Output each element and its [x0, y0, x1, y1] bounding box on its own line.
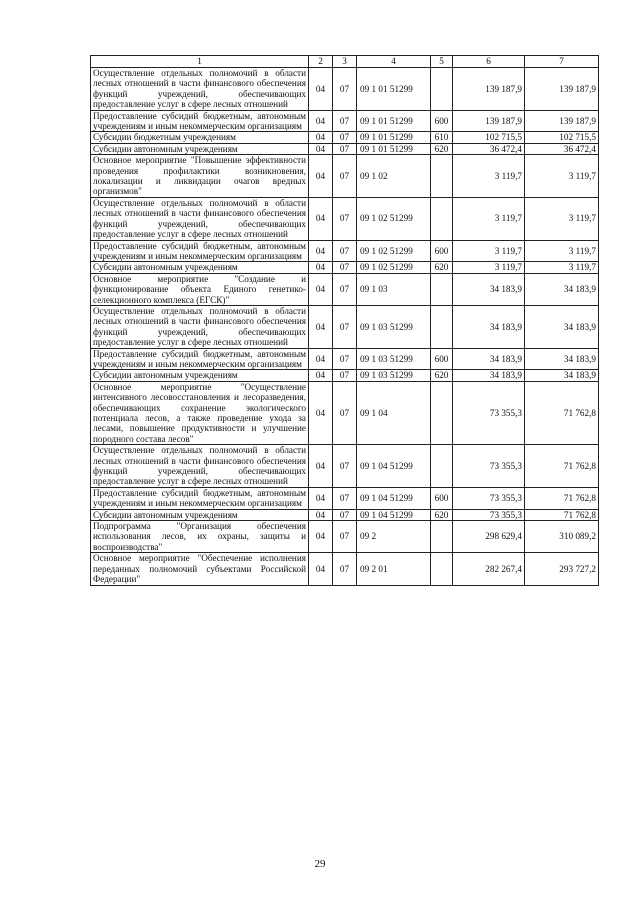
cell-subsection: 07 — [333, 273, 357, 305]
table-row — [91, 370, 599, 381]
cell-target-article: 09 1 04 51299 — [357, 509, 431, 520]
table-row — [91, 521, 599, 553]
cell-target-article: 09 2 01 — [357, 553, 431, 585]
cell-amount-year-1: 102 715,5 — [453, 132, 525, 143]
cell-expense-type: 620 — [431, 262, 453, 273]
table-row — [91, 305, 599, 348]
cell-section: 04 — [309, 305, 333, 348]
table-row — [91, 509, 599, 520]
cell-amount-year-2: 293 727,2 — [525, 553, 599, 585]
cell-subsection: 07 — [333, 553, 357, 585]
cell-name: Осуществление отдельных полномочий в области лесных отношений в части финансового обеспечения функций учреждений, обеспечивающих предоставление услуг в сфере лесных отношений — [91, 445, 309, 488]
cell-target-article: 09 1 01 51299 — [357, 68, 431, 111]
cell-amount-year-1: 73 355,3 — [453, 381, 525, 444]
cell-name: Субсидии автономным учреждениям — [91, 509, 309, 520]
header-cell: 5 — [431, 56, 453, 68]
cell-amount-year-2: 34 183,9 — [525, 305, 599, 348]
cell-amount-year-2: 34 183,9 — [525, 348, 599, 370]
cell-section: 04 — [309, 197, 333, 240]
cell-amount-year-1: 34 183,9 — [453, 348, 525, 370]
cell-target-article: 09 1 04 51299 — [357, 487, 431, 509]
cell-amount-year-1: 36 472,4 — [453, 143, 525, 154]
table-row — [91, 110, 599, 132]
cell-section: 04 — [309, 68, 333, 111]
table-row — [91, 240, 599, 262]
cell-amount-year-1: 3 119,7 — [453, 197, 525, 240]
cell-section: 04 — [309, 273, 333, 305]
cell-subsection: 07 — [333, 132, 357, 143]
table-row — [91, 348, 599, 370]
cell-subsection: 07 — [333, 487, 357, 509]
cell-expense-type — [431, 305, 453, 348]
cell-expense-type — [431, 155, 453, 198]
cell-name: Предоставление субсидий бюджетным, автономным учреждениям и иным некоммерческим организациям — [91, 110, 309, 132]
cell-expense-type — [431, 553, 453, 585]
cell-section: 04 — [309, 381, 333, 444]
cell-subsection: 07 — [333, 143, 357, 154]
budget-table — [90, 55, 599, 586]
cell-target-article: 09 1 03 51299 — [357, 370, 431, 381]
cell-subsection: 07 — [333, 348, 357, 370]
cell-amount-year-1: 139 187,9 — [453, 68, 525, 111]
cell-section: 04 — [309, 110, 333, 132]
cell-target-article: 09 1 03 — [357, 273, 431, 305]
cell-amount-year-1: 34 183,9 — [453, 273, 525, 305]
cell-section: 04 — [309, 155, 333, 198]
cell-expense-type — [431, 381, 453, 444]
cell-name: Осуществление отдельных полномочий в области лесных отношений в части финансового обеспечения функций учреждений, обеспечивающих предоставление услуг в сфере лесных отношений — [91, 68, 309, 111]
cell-name: Осуществление отдельных полномочий в области лесных отношений в части финансового обеспечения функций учреждений, обеспечивающих предоставление услуг в сфере лесных отношений — [91, 197, 309, 240]
cell-section: 04 — [309, 143, 333, 154]
cell-subsection: 07 — [333, 110, 357, 132]
cell-name: Субсидии автономным учреждениям — [91, 262, 309, 273]
header-cell: 7 — [525, 56, 599, 68]
cell-expense-type: 620 — [431, 143, 453, 154]
cell-subsection: 07 — [333, 445, 357, 488]
cell-target-article: 09 1 02 51299 — [357, 262, 431, 273]
header-cell: 1 — [91, 56, 309, 68]
cell-target-article: 09 1 02 — [357, 155, 431, 198]
page-number: 29 — [314, 858, 326, 870]
cell-amount-year-2: 71 762,8 — [525, 509, 599, 520]
table-row — [91, 132, 599, 143]
table-row — [91, 273, 599, 305]
cell-subsection: 07 — [333, 240, 357, 262]
table-row — [91, 445, 599, 488]
cell-amount-year-2: 3 119,7 — [525, 155, 599, 198]
cell-expense-type: 610 — [431, 132, 453, 143]
cell-amount-year-1: 34 183,9 — [453, 370, 525, 381]
table-row — [91, 143, 599, 154]
cell-amount-year-1: 298 629,4 — [453, 521, 525, 553]
cell-subsection: 07 — [333, 381, 357, 444]
table-row — [91, 381, 599, 444]
cell-name: Основное мероприятие "Повышение эффективности проведения профилактики возникновения, локализации и ликвидации очагов вредных организмов" — [91, 155, 309, 198]
cell-target-article: 09 1 02 51299 — [357, 240, 431, 262]
cell-subsection: 07 — [333, 262, 357, 273]
cell-amount-year-2: 3 119,7 — [525, 262, 599, 273]
cell-target-article: 09 1 03 51299 — [357, 348, 431, 370]
cell-expense-type: 600 — [431, 240, 453, 262]
cell-amount-year-2: 310 089,2 — [525, 521, 599, 553]
cell-target-article: 09 1 02 51299 — [357, 197, 431, 240]
cell-section: 04 — [309, 509, 333, 520]
cell-target-article: 09 1 04 — [357, 381, 431, 444]
cell-amount-year-1: 73 355,3 — [453, 445, 525, 488]
table-header-row — [91, 56, 599, 68]
cell-subsection: 07 — [333, 305, 357, 348]
cell-subsection: 07 — [333, 155, 357, 198]
table-row — [91, 155, 599, 198]
cell-amount-year-1: 34 183,9 — [453, 305, 525, 348]
table-row — [91, 262, 599, 273]
header-cell: 2 — [309, 56, 333, 68]
cell-amount-year-2: 139 187,9 — [525, 68, 599, 111]
header-cell: 6 — [453, 56, 525, 68]
cell-amount-year-1: 3 119,7 — [453, 155, 525, 198]
cell-expense-type: 600 — [431, 487, 453, 509]
cell-section: 04 — [309, 521, 333, 553]
table-row — [91, 487, 599, 509]
cell-name: Субсидии автономным учреждениям — [91, 143, 309, 154]
header-cell: 3 — [333, 56, 357, 68]
cell-expense-type: 600 — [431, 348, 453, 370]
cell-amount-year-1: 139 187,9 — [453, 110, 525, 132]
cell-subsection: 07 — [333, 197, 357, 240]
cell-target-article: 09 1 03 51299 — [357, 305, 431, 348]
cell-amount-year-2: 3 119,7 — [525, 197, 599, 240]
cell-amount-year-1: 73 355,3 — [453, 509, 525, 520]
cell-amount-year-2: 34 183,9 — [525, 370, 599, 381]
cell-section: 04 — [309, 370, 333, 381]
cell-expense-type: 620 — [431, 509, 453, 520]
table-row — [91, 553, 599, 585]
cell-name: Основное мероприятие "Обеспечение исполнения переданных полномочий субъектами Российской Федерации" — [91, 553, 309, 585]
cell-target-article: 09 1 01 51299 — [357, 143, 431, 154]
cell-expense-type: 620 — [431, 370, 453, 381]
cell-name: Основное мероприятие "Осуществление интенсивного лесовосстановления и лесоразведения, обеспечивающих сохранение экологического потенциала лесов, а также проведение ухода за лесами, повышение продуктивности и улучшение породного состава лесов" — [91, 381, 309, 444]
cell-name: Предоставление субсидий бюджетным, автономным учреждениям и иным некоммерческим организациям — [91, 240, 309, 262]
cell-section: 04 — [309, 240, 333, 262]
header-cell: 4 — [357, 56, 431, 68]
cell-expense-type — [431, 273, 453, 305]
cell-amount-year-2: 71 762,8 — [525, 445, 599, 488]
cell-amount-year-1: 73 355,3 — [453, 487, 525, 509]
cell-name: Основное мероприятие "Создание и функционирование объекта Единого генетико-селекционного комплекса (ЕГСК)" — [91, 273, 309, 305]
cell-name: Субсидии бюджетным учреждениям — [91, 132, 309, 143]
cell-subsection: 07 — [333, 370, 357, 381]
cell-expense-type — [431, 445, 453, 488]
cell-amount-year-1: 282 267,4 — [453, 553, 525, 585]
cell-name: Предоставление субсидий бюджетным, автономным учреждениям и иным некоммерческим организациям — [91, 348, 309, 370]
cell-target-article: 09 1 01 51299 — [357, 110, 431, 132]
cell-amount-year-1: 3 119,7 — [453, 240, 525, 262]
cell-name: Субсидии автономным учреждениям — [91, 370, 309, 381]
cell-section: 04 — [309, 487, 333, 509]
cell-section: 04 — [309, 553, 333, 585]
cell-target-article: 09 2 — [357, 521, 431, 553]
cell-section: 04 — [309, 262, 333, 273]
cell-amount-year-2: 139 187,9 — [525, 110, 599, 132]
cell-section: 04 — [309, 132, 333, 143]
table-row — [91, 68, 599, 111]
cell-name: Подпрограмма "Организация обеспечения использования лесов, их охраны, защиты и воспроизводства" — [91, 521, 309, 553]
cell-amount-year-2: 71 762,8 — [525, 487, 599, 509]
cell-expense-type — [431, 197, 453, 240]
cell-subsection: 07 — [333, 521, 357, 553]
cell-expense-type — [431, 68, 453, 111]
cell-target-article: 09 1 01 51299 — [357, 132, 431, 143]
cell-name: Осуществление отдельных полномочий в области лесных отношений в части финансового обеспечения функций учреждений, обеспечивающих предоставление услуг в сфере лесных отношений — [91, 305, 309, 348]
cell-amount-year-2: 3 119,7 — [525, 240, 599, 262]
cell-amount-year-2: 102 715,5 — [525, 132, 599, 143]
cell-target-article: 09 1 04 51299 — [357, 445, 431, 488]
cell-amount-year-2: 34 183,9 — [525, 273, 599, 305]
cell-subsection: 07 — [333, 509, 357, 520]
cell-section: 04 — [309, 445, 333, 488]
cell-expense-type — [431, 521, 453, 553]
table-row — [91, 197, 599, 240]
cell-section: 04 — [309, 348, 333, 370]
cell-amount-year-2: 36 472,4 — [525, 143, 599, 154]
cell-expense-type: 600 — [431, 110, 453, 132]
cell-name: Предоставление субсидий бюджетным, автономным учреждениям и иным некоммерческим организациям — [91, 487, 309, 509]
cell-amount-year-1: 3 119,7 — [453, 262, 525, 273]
cell-amount-year-2: 71 762,8 — [525, 381, 599, 444]
cell-subsection: 07 — [333, 68, 357, 111]
